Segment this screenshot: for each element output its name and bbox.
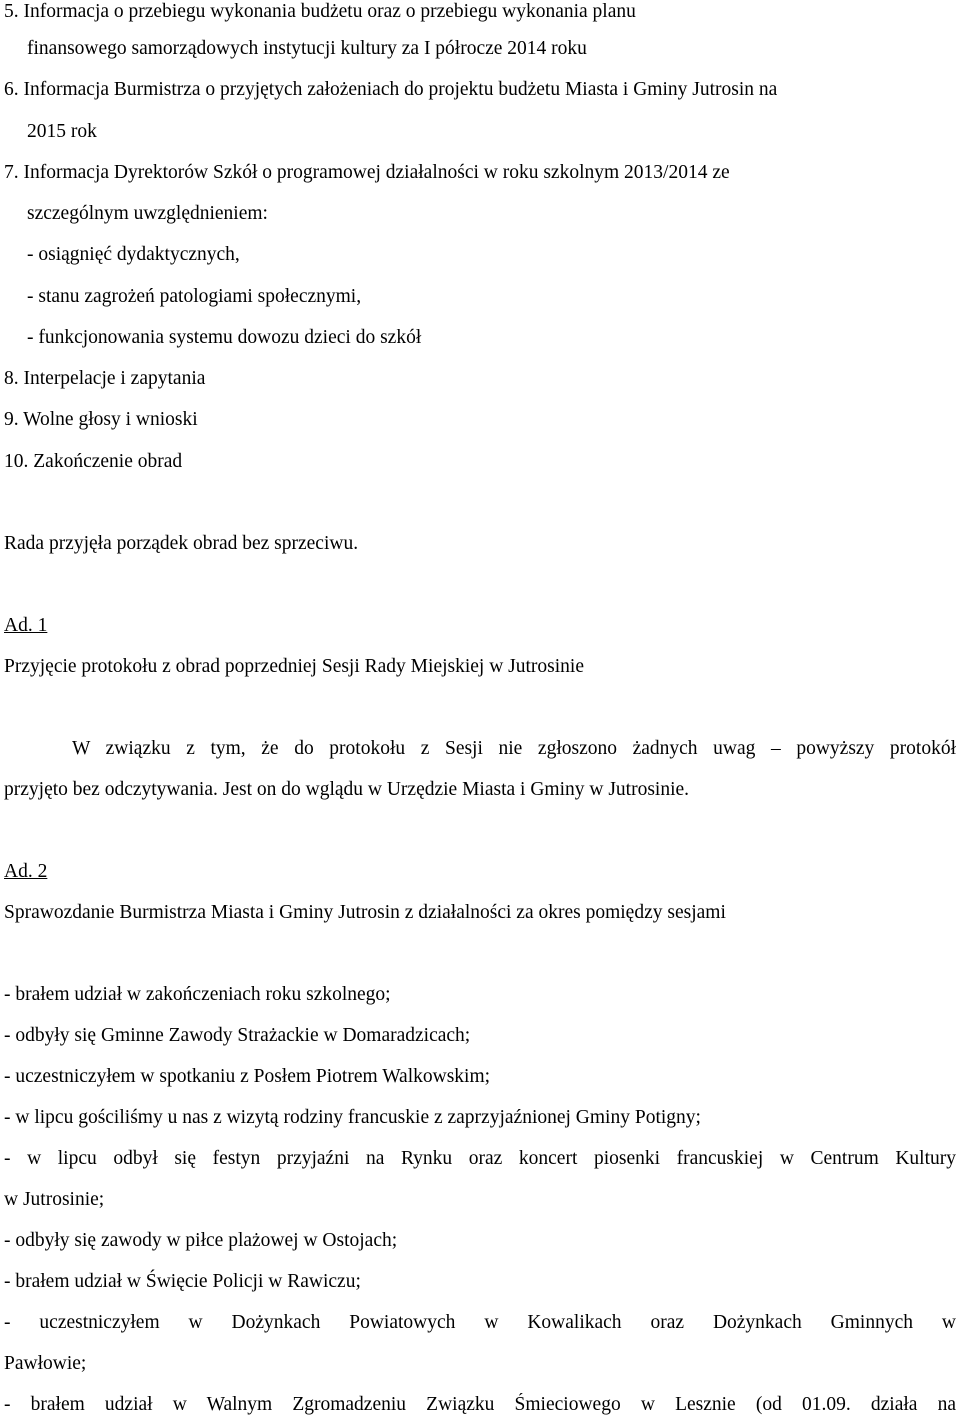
ad2-title: Sprawozdanie Burmistrza Miasta i Gminy Jutrosin z działalności za okres pomiędzy sesjami [4,902,726,923]
ad1-paragraph-line-2: przyjęto bez odczytywania. Jest on do wglądu w Urzędzie Miasta i Gminy w Jutrosinie. [4,779,690,800]
agenda-item-7-line-2: szczególnym uwzględnieniem: [27,203,268,224]
ad1-heading [4,614,956,638]
ad2-list-item-8-cont: Pawłowie; [4,1353,87,1374]
agenda-item-6-line-2: 2015 rok [27,121,97,142]
ad2-heading-text: Ad. 2 [4,861,48,882]
agenda-item-7-sub-2: - stanu zagrożeń patologiami społecznymi, [27,286,362,307]
adoption-note: Rada przyjęła porządek obrad bez sprzeciwu. [4,533,359,554]
ad1-title: Przyjęcie protokołu z obrad poprzedniej Sesji Rady Miejskiej w Jutrosinie [4,656,585,677]
ad2-list-item-7: - brałem udział w Święcie Policji w Rawiczu; [4,1271,361,1292]
ad1-paragraph-line-1: W związku z tym, że do protokołu z Sesji nie zgłoszono żadnych uwag – powyższy protokół [72,738,956,759]
ad2-list-item-5-cont: w Jutrosinie; [4,1189,105,1210]
agenda-item-7-line-1: 7. Informacja Dyrektorów Szkół o programowej działalności w roku szkolnym 2013/2014 ze [4,162,730,183]
ad2-heading [4,860,956,884]
ad2-list-item-2: - odbyły się Gminne Zawody Strażackie w Domaradzicach; [4,1025,471,1046]
ad2-list-item-1: - brałem udział w zakończeniach roku szkolnego; [4,984,391,1005]
ad1-heading-text: Ad. 1 [4,615,48,636]
agenda-item-5-line-2: finansowego samorządowych instytucji kultury za I półrocze 2014 roku [27,38,587,59]
ad2-list-item-6: - odbyły się zawody w piłce plażowej w Ostojach; [4,1230,398,1251]
ad2-list-item-5: - w lipcu odbył się festyn przyjaźni na Rynku oraz koncert piosenki francuskiej w Centrum Kultury [4,1148,956,1169]
agenda-item-6-line-1: 6. Informacja Burmistrza o przyjętych założeniach do projektu budżetu Miasta i Gminy Jutrosin na [4,79,778,100]
agenda-item-9: 9. Wolne głosy i wnioski [4,409,198,430]
ad2-list-item-4: - w lipcu gościliśmy u nas z wizytą rodziny francuskie z zaprzyjaźnionej Gminy Potigny; [4,1107,701,1128]
ad2-list-item-3: - uczestniczyłem w spotkaniu z Posłem Piotrem Walkowskim; [4,1066,491,1087]
ad2-list-item-9: - brałem udział w Walnym Zgromadzeniu Związku Śmieciowego w Lesznie (od 01.09. działa na [4,1394,956,1415]
agenda-item-5-line-1: 5. Informacja o przebiegu wykonania budżetu oraz o przebiegu wykonania planu [4,1,636,22]
ad2-list-item-8: - uczestniczyłem w Dożynkach Powiatowych w Kowalikach oraz Dożynkach Gminnych w [4,1312,956,1333]
agenda-item-7-sub-1: - osiągnięć dydaktycznych, [27,244,240,265]
agenda-item-7-sub-3: - funkcjonowania systemu dowozu dzieci do szkół [27,327,422,348]
agenda-item-8: 8. Interpelacje i zapytania [4,368,206,389]
agenda-item-10: 10. Zakończenie obrad [4,451,183,472]
